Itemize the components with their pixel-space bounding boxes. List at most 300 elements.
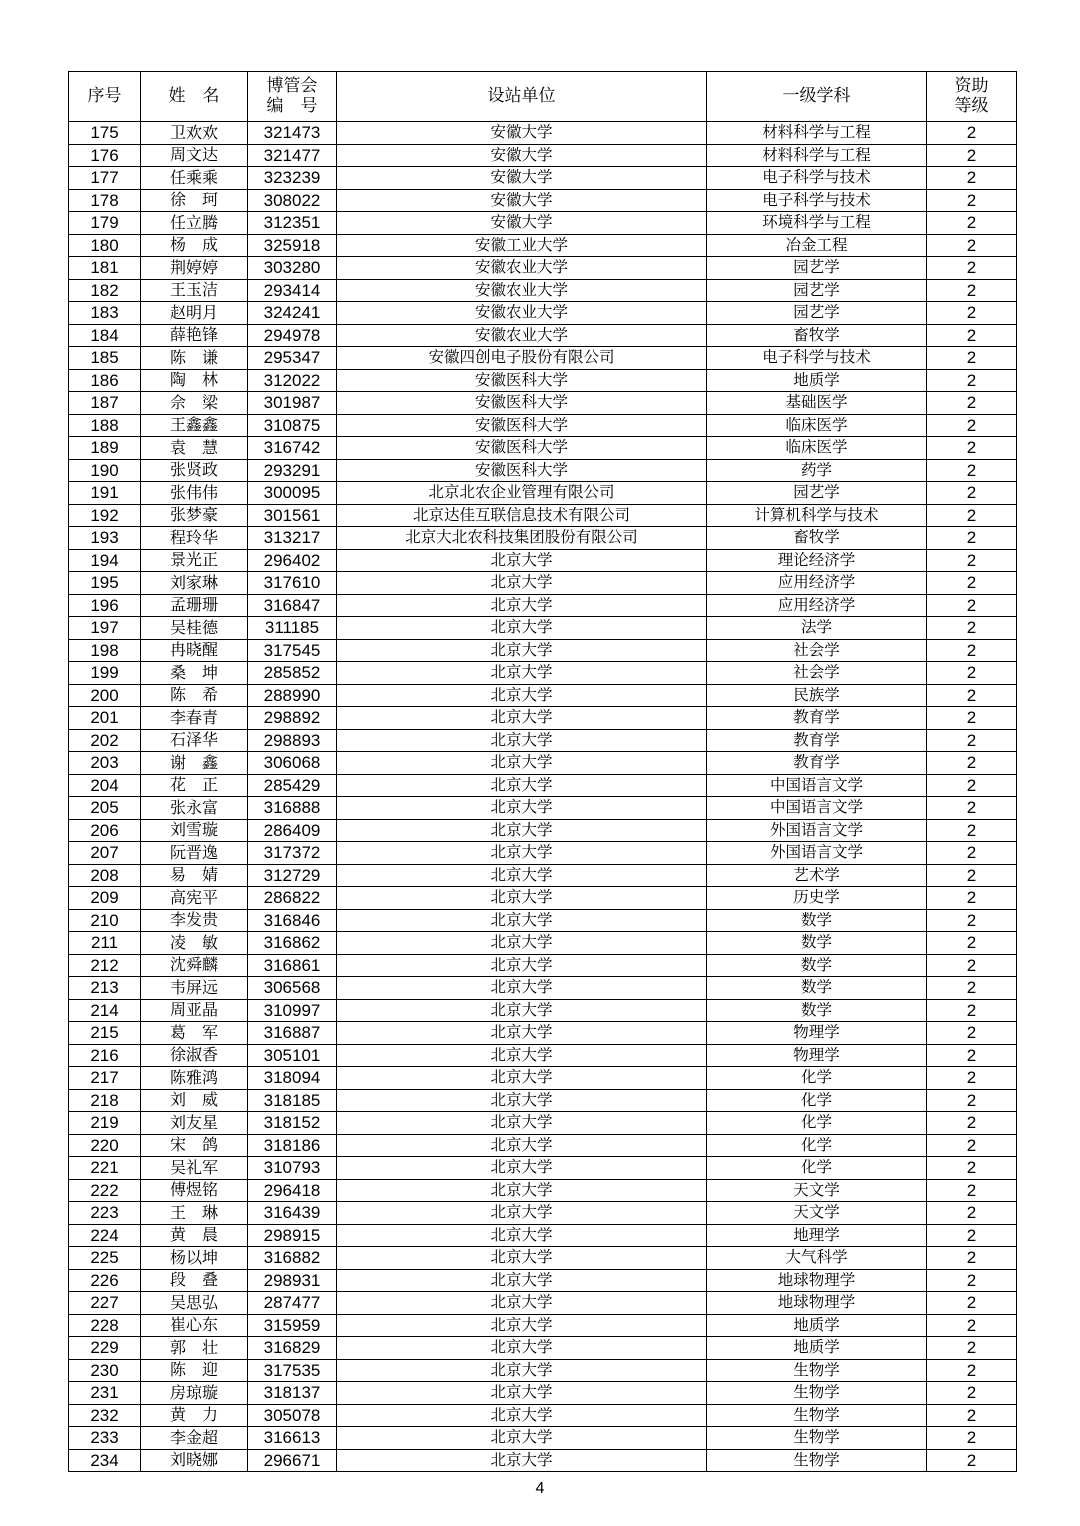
cell-unit: 北京大学 — [337, 594, 707, 617]
cell-level: 2 — [927, 617, 1017, 640]
cell-discipline: 天文学 — [707, 1202, 927, 1225]
cell-level: 2 — [927, 1089, 1017, 1112]
cell-code: 316887 — [248, 1022, 337, 1045]
table-body — [69, 122, 1017, 1472]
cell-unit: 北京大学 — [337, 729, 707, 752]
cell-name: 沈舜麟 — [141, 954, 248, 977]
table-row — [69, 842, 1017, 865]
cell-unit: 安徽大学 — [337, 212, 707, 235]
cell-code: 316847 — [248, 594, 337, 617]
cell-code: 318186 — [248, 1134, 337, 1157]
cell-unit: 北京大学 — [337, 1337, 707, 1360]
cell-level: 2 — [927, 347, 1017, 370]
cell-discipline: 大气科学 — [707, 1247, 927, 1270]
cell-level: 2 — [927, 234, 1017, 257]
cell-unit: 安徽医科大学 — [337, 369, 707, 392]
cell-name: 佘 梁 — [141, 392, 248, 415]
cell-discipline: 生物学 — [707, 1382, 927, 1405]
cell-name: 吴礼军 — [141, 1157, 248, 1180]
cell-code: 313217 — [248, 527, 337, 550]
cell-discipline: 社会学 — [707, 662, 927, 685]
cell-code: 295347 — [248, 347, 337, 370]
cell-seq: 199 — [69, 662, 141, 685]
cell-name: 王鑫鑫 — [141, 414, 248, 437]
cell-unit: 北京达佳互联信息技术有限公司 — [337, 504, 707, 527]
cell-unit: 北京大学 — [337, 1224, 707, 1247]
cell-name: 刘雪璇 — [141, 819, 248, 842]
cell-discipline: 化学 — [707, 1112, 927, 1135]
cell-code: 301561 — [248, 504, 337, 527]
cell-discipline: 民族学 — [707, 684, 927, 707]
cell-seq: 204 — [69, 774, 141, 797]
cell-level: 2 — [927, 1022, 1017, 1045]
table-row — [69, 887, 1017, 910]
cell-code: 318185 — [248, 1089, 337, 1112]
cell-discipline: 教育学 — [707, 707, 927, 730]
cell-discipline: 理论经济学 — [707, 549, 927, 572]
cell-discipline: 地质学 — [707, 1314, 927, 1337]
cell-code: 317372 — [248, 842, 337, 865]
cell-unit: 安徽大学 — [337, 122, 707, 145]
cell-name: 杨以坤 — [141, 1247, 248, 1270]
cell-discipline: 地球物理学 — [707, 1269, 927, 1292]
cell-seq: 185 — [69, 347, 141, 370]
cell-level: 2 — [927, 954, 1017, 977]
cell-unit: 北京大学 — [337, 797, 707, 820]
table-row — [69, 122, 1017, 145]
cell-unit: 北京大学 — [337, 1134, 707, 1157]
cell-discipline: 艺术学 — [707, 864, 927, 887]
cell-level: 2 — [927, 1067, 1017, 1090]
cell-level: 2 — [927, 122, 1017, 145]
header-level-line2: 等级 — [954, 95, 989, 116]
cell-seq: 198 — [69, 639, 141, 662]
cell-code: 316888 — [248, 797, 337, 820]
cell-name: 陈 迎 — [141, 1359, 248, 1382]
cell-seq: 176 — [69, 144, 141, 167]
cell-name: 黄 力 — [141, 1404, 248, 1427]
cell-seq: 227 — [69, 1292, 141, 1315]
table-row — [69, 1157, 1017, 1180]
table-row — [69, 482, 1017, 505]
cell-code: 298892 — [248, 707, 337, 730]
cell-name: 陈雅鸿 — [141, 1067, 248, 1090]
cell-unit: 北京大学 — [337, 1067, 707, 1090]
cell-seq: 178 — [69, 189, 141, 212]
cell-code: 316829 — [248, 1337, 337, 1360]
cell-discipline: 数学 — [707, 977, 927, 1000]
cell-discipline: 中国语言文学 — [707, 774, 927, 797]
table-row — [69, 729, 1017, 752]
cell-seq: 202 — [69, 729, 141, 752]
cell-discipline: 化学 — [707, 1134, 927, 1157]
cell-unit: 北京大学 — [337, 1292, 707, 1315]
cell-unit: 安徽大学 — [337, 167, 707, 190]
cell-seq: 214 — [69, 999, 141, 1022]
cell-discipline: 生物学 — [707, 1427, 927, 1450]
cell-code: 310793 — [248, 1157, 337, 1180]
table-row — [69, 1292, 1017, 1315]
cell-code: 310997 — [248, 999, 337, 1022]
cell-unit: 安徽医科大学 — [337, 437, 707, 460]
cell-level: 2 — [927, 572, 1017, 595]
cell-code: 306068 — [248, 752, 337, 775]
cell-code: 305078 — [248, 1404, 337, 1427]
cell-seq: 222 — [69, 1179, 141, 1202]
header-unit: 设站单位 — [337, 72, 707, 122]
cell-name: 宋 鸽 — [141, 1134, 248, 1157]
table-row — [69, 1359, 1017, 1382]
cell-level: 2 — [927, 639, 1017, 662]
cell-unit: 北京大学 — [337, 707, 707, 730]
cell-code: 325918 — [248, 234, 337, 257]
table-row — [69, 1112, 1017, 1135]
table-row — [69, 1314, 1017, 1337]
cell-name: 周文达 — [141, 144, 248, 167]
cell-name: 崔心东 — [141, 1314, 248, 1337]
cell-discipline: 社会学 — [707, 639, 927, 662]
table-row — [69, 414, 1017, 437]
cell-discipline: 生物学 — [707, 1449, 927, 1472]
cell-level: 2 — [927, 482, 1017, 505]
cell-discipline: 畜牧学 — [707, 324, 927, 347]
cell-level: 2 — [927, 707, 1017, 730]
cell-discipline: 电子科学与技术 — [707, 189, 927, 212]
cell-discipline: 临床医学 — [707, 414, 927, 437]
cell-discipline: 物理学 — [707, 1044, 927, 1067]
cell-name: 任乘乘 — [141, 167, 248, 190]
cell-code: 324241 — [248, 302, 337, 325]
cell-level: 2 — [927, 999, 1017, 1022]
page-number: 4 — [535, 1480, 545, 1497]
table-row — [69, 527, 1017, 550]
cell-seq: 175 — [69, 122, 141, 145]
cell-level: 2 — [927, 144, 1017, 167]
cell-unit: 北京大学 — [337, 1044, 707, 1067]
cell-seq: 196 — [69, 594, 141, 617]
table-row — [69, 1382, 1017, 1405]
table-row — [69, 144, 1017, 167]
cell-seq: 203 — [69, 752, 141, 775]
table-row — [69, 1044, 1017, 1067]
cell-discipline: 应用经济学 — [707, 572, 927, 595]
cell-code: 318152 — [248, 1112, 337, 1135]
cell-unit: 安徽大学 — [337, 189, 707, 212]
cell-level: 2 — [927, 1247, 1017, 1270]
cell-seq: 217 — [69, 1067, 141, 1090]
cell-code: 285429 — [248, 774, 337, 797]
cell-code: 323239 — [248, 167, 337, 190]
cell-name: 韦屏远 — [141, 977, 248, 1000]
cell-name: 阮晋逸 — [141, 842, 248, 865]
cell-name: 张伟伟 — [141, 482, 248, 505]
cell-unit: 北京大学 — [337, 549, 707, 572]
cell-seq: 234 — [69, 1449, 141, 1472]
cell-name: 陈 希 — [141, 684, 248, 707]
cell-name: 卫欢欢 — [141, 122, 248, 145]
cell-level: 2 — [927, 1134, 1017, 1157]
cell-discipline: 化学 — [707, 1157, 927, 1180]
cell-code: 318137 — [248, 1382, 337, 1405]
cell-level: 2 — [927, 504, 1017, 527]
cell-code: 316439 — [248, 1202, 337, 1225]
cell-discipline: 历史学 — [707, 887, 927, 910]
table-row — [69, 819, 1017, 842]
cell-level: 2 — [927, 1202, 1017, 1225]
table-row — [69, 302, 1017, 325]
cell-seq: 206 — [69, 819, 141, 842]
cell-discipline: 化学 — [707, 1089, 927, 1112]
cell-unit: 北京大学 — [337, 752, 707, 775]
cell-code: 316882 — [248, 1247, 337, 1270]
cell-level: 2 — [927, 324, 1017, 347]
cell-name: 刘晓娜 — [141, 1449, 248, 1472]
cell-seq: 191 — [69, 482, 141, 505]
cell-unit: 北京大学 — [337, 1382, 707, 1405]
cell-name: 王 琳 — [141, 1202, 248, 1225]
cell-name: 李春青 — [141, 707, 248, 730]
cell-code: 293414 — [248, 279, 337, 302]
cell-level: 2 — [927, 1427, 1017, 1450]
cell-name: 冉晓醒 — [141, 639, 248, 662]
header-name: 姓 名 — [141, 72, 248, 122]
cell-discipline: 基础医学 — [707, 392, 927, 415]
cell-seq: 184 — [69, 324, 141, 347]
header-level-line1: 资助 — [954, 75, 989, 96]
cell-code: 286822 — [248, 887, 337, 910]
table-row — [69, 279, 1017, 302]
cell-seq: 197 — [69, 617, 141, 640]
cell-name: 李金超 — [141, 1427, 248, 1450]
cell-name: 杨 成 — [141, 234, 248, 257]
cell-level: 2 — [927, 1292, 1017, 1315]
cell-code: 296402 — [248, 549, 337, 572]
cell-code: 296671 — [248, 1449, 337, 1472]
cell-seq: 205 — [69, 797, 141, 820]
cell-level: 2 — [927, 1269, 1017, 1292]
cell-name: 段 叠 — [141, 1269, 248, 1292]
cell-level: 2 — [927, 1044, 1017, 1067]
cell-discipline: 地质学 — [707, 1337, 927, 1360]
cell-level: 2 — [927, 167, 1017, 190]
cell-discipline: 法学 — [707, 617, 927, 640]
cell-name: 袁 慧 — [141, 437, 248, 460]
cell-name: 任立腾 — [141, 212, 248, 235]
cell-seq: 225 — [69, 1247, 141, 1270]
cell-seq: 201 — [69, 707, 141, 730]
cell-code: 308022 — [248, 189, 337, 212]
cell-name: 吴思弘 — [141, 1292, 248, 1315]
cell-level: 2 — [927, 257, 1017, 280]
cell-seq: 208 — [69, 864, 141, 887]
cell-name: 陶 林 — [141, 369, 248, 392]
cell-level: 2 — [927, 684, 1017, 707]
cell-discipline: 畜牧学 — [707, 527, 927, 550]
table-row — [69, 1089, 1017, 1112]
cell-seq: 179 — [69, 212, 141, 235]
cell-discipline: 外国语言文学 — [707, 819, 927, 842]
cell-discipline: 环境科学与工程 — [707, 212, 927, 235]
cell-code: 294978 — [248, 324, 337, 347]
cell-name: 徐 珂 — [141, 189, 248, 212]
cell-level: 2 — [927, 1157, 1017, 1180]
cell-code: 296418 — [248, 1179, 337, 1202]
table-row — [69, 617, 1017, 640]
table-row — [69, 1449, 1017, 1472]
cell-code: 311185 — [248, 617, 337, 640]
cell-level: 2 — [927, 1404, 1017, 1427]
table-row — [69, 774, 1017, 797]
table-row — [69, 1202, 1017, 1225]
table-row — [69, 1224, 1017, 1247]
cell-name: 陈 谦 — [141, 347, 248, 370]
cell-name: 房琼璇 — [141, 1382, 248, 1405]
header-seq: 序号 — [69, 72, 141, 122]
cell-name: 张梦豪 — [141, 504, 248, 527]
cell-level: 2 — [927, 1314, 1017, 1337]
table-row — [69, 504, 1017, 527]
cell-discipline: 中国语言文学 — [707, 797, 927, 820]
cell-unit: 北京大学 — [337, 1157, 707, 1180]
cell-discipline: 电子科学与技术 — [707, 347, 927, 370]
cell-unit: 北京大学 — [337, 684, 707, 707]
header-level — [927, 72, 1017, 122]
cell-unit: 北京大学 — [337, 932, 707, 955]
table-row — [69, 437, 1017, 460]
table-row — [69, 639, 1017, 662]
cell-unit: 北京大学 — [337, 864, 707, 887]
cell-seq: 230 — [69, 1359, 141, 1382]
cell-seq: 219 — [69, 1112, 141, 1135]
cell-unit: 北京大学 — [337, 1359, 707, 1382]
table-row — [69, 1427, 1017, 1450]
table-row — [69, 392, 1017, 415]
cell-discipline: 园艺学 — [707, 279, 927, 302]
cell-name: 谢 鑫 — [141, 752, 248, 775]
cell-seq: 194 — [69, 549, 141, 572]
cell-level: 2 — [927, 369, 1017, 392]
cell-level: 2 — [927, 459, 1017, 482]
cell-level: 2 — [927, 774, 1017, 797]
cell-unit: 北京大学 — [337, 572, 707, 595]
cell-unit: 北京大学 — [337, 1089, 707, 1112]
cell-code: 293291 — [248, 459, 337, 482]
cell-discipline: 教育学 — [707, 729, 927, 752]
cell-code: 316861 — [248, 954, 337, 977]
cell-code: 317545 — [248, 639, 337, 662]
table-row — [69, 212, 1017, 235]
cell-seq: 215 — [69, 1022, 141, 1045]
table-row — [69, 1247, 1017, 1270]
table-row — [69, 189, 1017, 212]
cell-unit: 北京大学 — [337, 819, 707, 842]
cell-code: 298915 — [248, 1224, 337, 1247]
cell-seq: 182 — [69, 279, 141, 302]
cell-unit: 北京大学 — [337, 1202, 707, 1225]
cell-seq: 212 — [69, 954, 141, 977]
cell-unit: 北京大学 — [337, 842, 707, 865]
cell-discipline: 计算机科学与技术 — [707, 504, 927, 527]
table-row — [69, 1179, 1017, 1202]
cell-discipline: 教育学 — [707, 752, 927, 775]
cell-unit: 安徽农业大学 — [337, 257, 707, 280]
cell-name: 易 婧 — [141, 864, 248, 887]
cell-discipline: 园艺学 — [707, 302, 927, 325]
cell-level: 2 — [927, 414, 1017, 437]
table-row — [69, 167, 1017, 190]
cell-name: 薛艳锋 — [141, 324, 248, 347]
cell-discipline: 材料科学与工程 — [707, 144, 927, 167]
cell-level: 2 — [927, 909, 1017, 932]
table-row — [69, 594, 1017, 617]
cell-unit: 北京大学 — [337, 1404, 707, 1427]
cell-name: 高宪平 — [141, 887, 248, 910]
cell-seq: 210 — [69, 909, 141, 932]
cell-discipline: 天文学 — [707, 1179, 927, 1202]
cell-code: 316846 — [248, 909, 337, 932]
cell-seq: 192 — [69, 504, 141, 527]
table-row — [69, 572, 1017, 595]
cell-code: 303280 — [248, 257, 337, 280]
cell-code: 312351 — [248, 212, 337, 235]
cell-code: 305101 — [248, 1044, 337, 1067]
cell-discipline: 生物学 — [707, 1404, 927, 1427]
cell-level: 2 — [927, 1382, 1017, 1405]
cell-name: 石泽华 — [141, 729, 248, 752]
cell-seq: 195 — [69, 572, 141, 595]
cell-level: 2 — [927, 932, 1017, 955]
table-row — [69, 1067, 1017, 1090]
cell-level: 2 — [927, 729, 1017, 752]
cell-seq: 180 — [69, 234, 141, 257]
table-row — [69, 797, 1017, 820]
cell-seq: 188 — [69, 414, 141, 437]
cell-code: 298893 — [248, 729, 337, 752]
cell-seq: 220 — [69, 1134, 141, 1157]
cell-seq: 224 — [69, 1224, 141, 1247]
cell-seq: 232 — [69, 1404, 141, 1427]
cell-seq: 183 — [69, 302, 141, 325]
cell-discipline: 数学 — [707, 999, 927, 1022]
cell-level: 2 — [927, 1359, 1017, 1382]
cell-name: 凌 敏 — [141, 932, 248, 955]
cell-name: 景光正 — [141, 549, 248, 572]
cell-level: 2 — [927, 212, 1017, 235]
cell-name: 孟珊珊 — [141, 594, 248, 617]
cell-level: 2 — [927, 594, 1017, 617]
cell-unit: 北京大学 — [337, 1269, 707, 1292]
cell-unit: 北京大学 — [337, 1427, 707, 1450]
cell-seq: 213 — [69, 977, 141, 1000]
cell-seq: 231 — [69, 1382, 141, 1405]
cell-level: 2 — [927, 797, 1017, 820]
funding-table — [68, 71, 1017, 1472]
cell-name: 吴桂德 — [141, 617, 248, 640]
cell-seq: 223 — [69, 1202, 141, 1225]
cell-unit: 北京大学 — [337, 617, 707, 640]
cell-unit: 安徽农业大学 — [337, 302, 707, 325]
cell-discipline: 药学 — [707, 459, 927, 482]
cell-seq: 209 — [69, 887, 141, 910]
cell-name: 徐淑香 — [141, 1044, 248, 1067]
cell-seq: 200 — [69, 684, 141, 707]
cell-code: 312022 — [248, 369, 337, 392]
cell-discipline: 应用经济学 — [707, 594, 927, 617]
cell-name: 刘友星 — [141, 1112, 248, 1135]
table-row — [69, 707, 1017, 730]
cell-name: 刘家琳 — [141, 572, 248, 595]
header-code-line1: 博管会 — [266, 75, 318, 96]
